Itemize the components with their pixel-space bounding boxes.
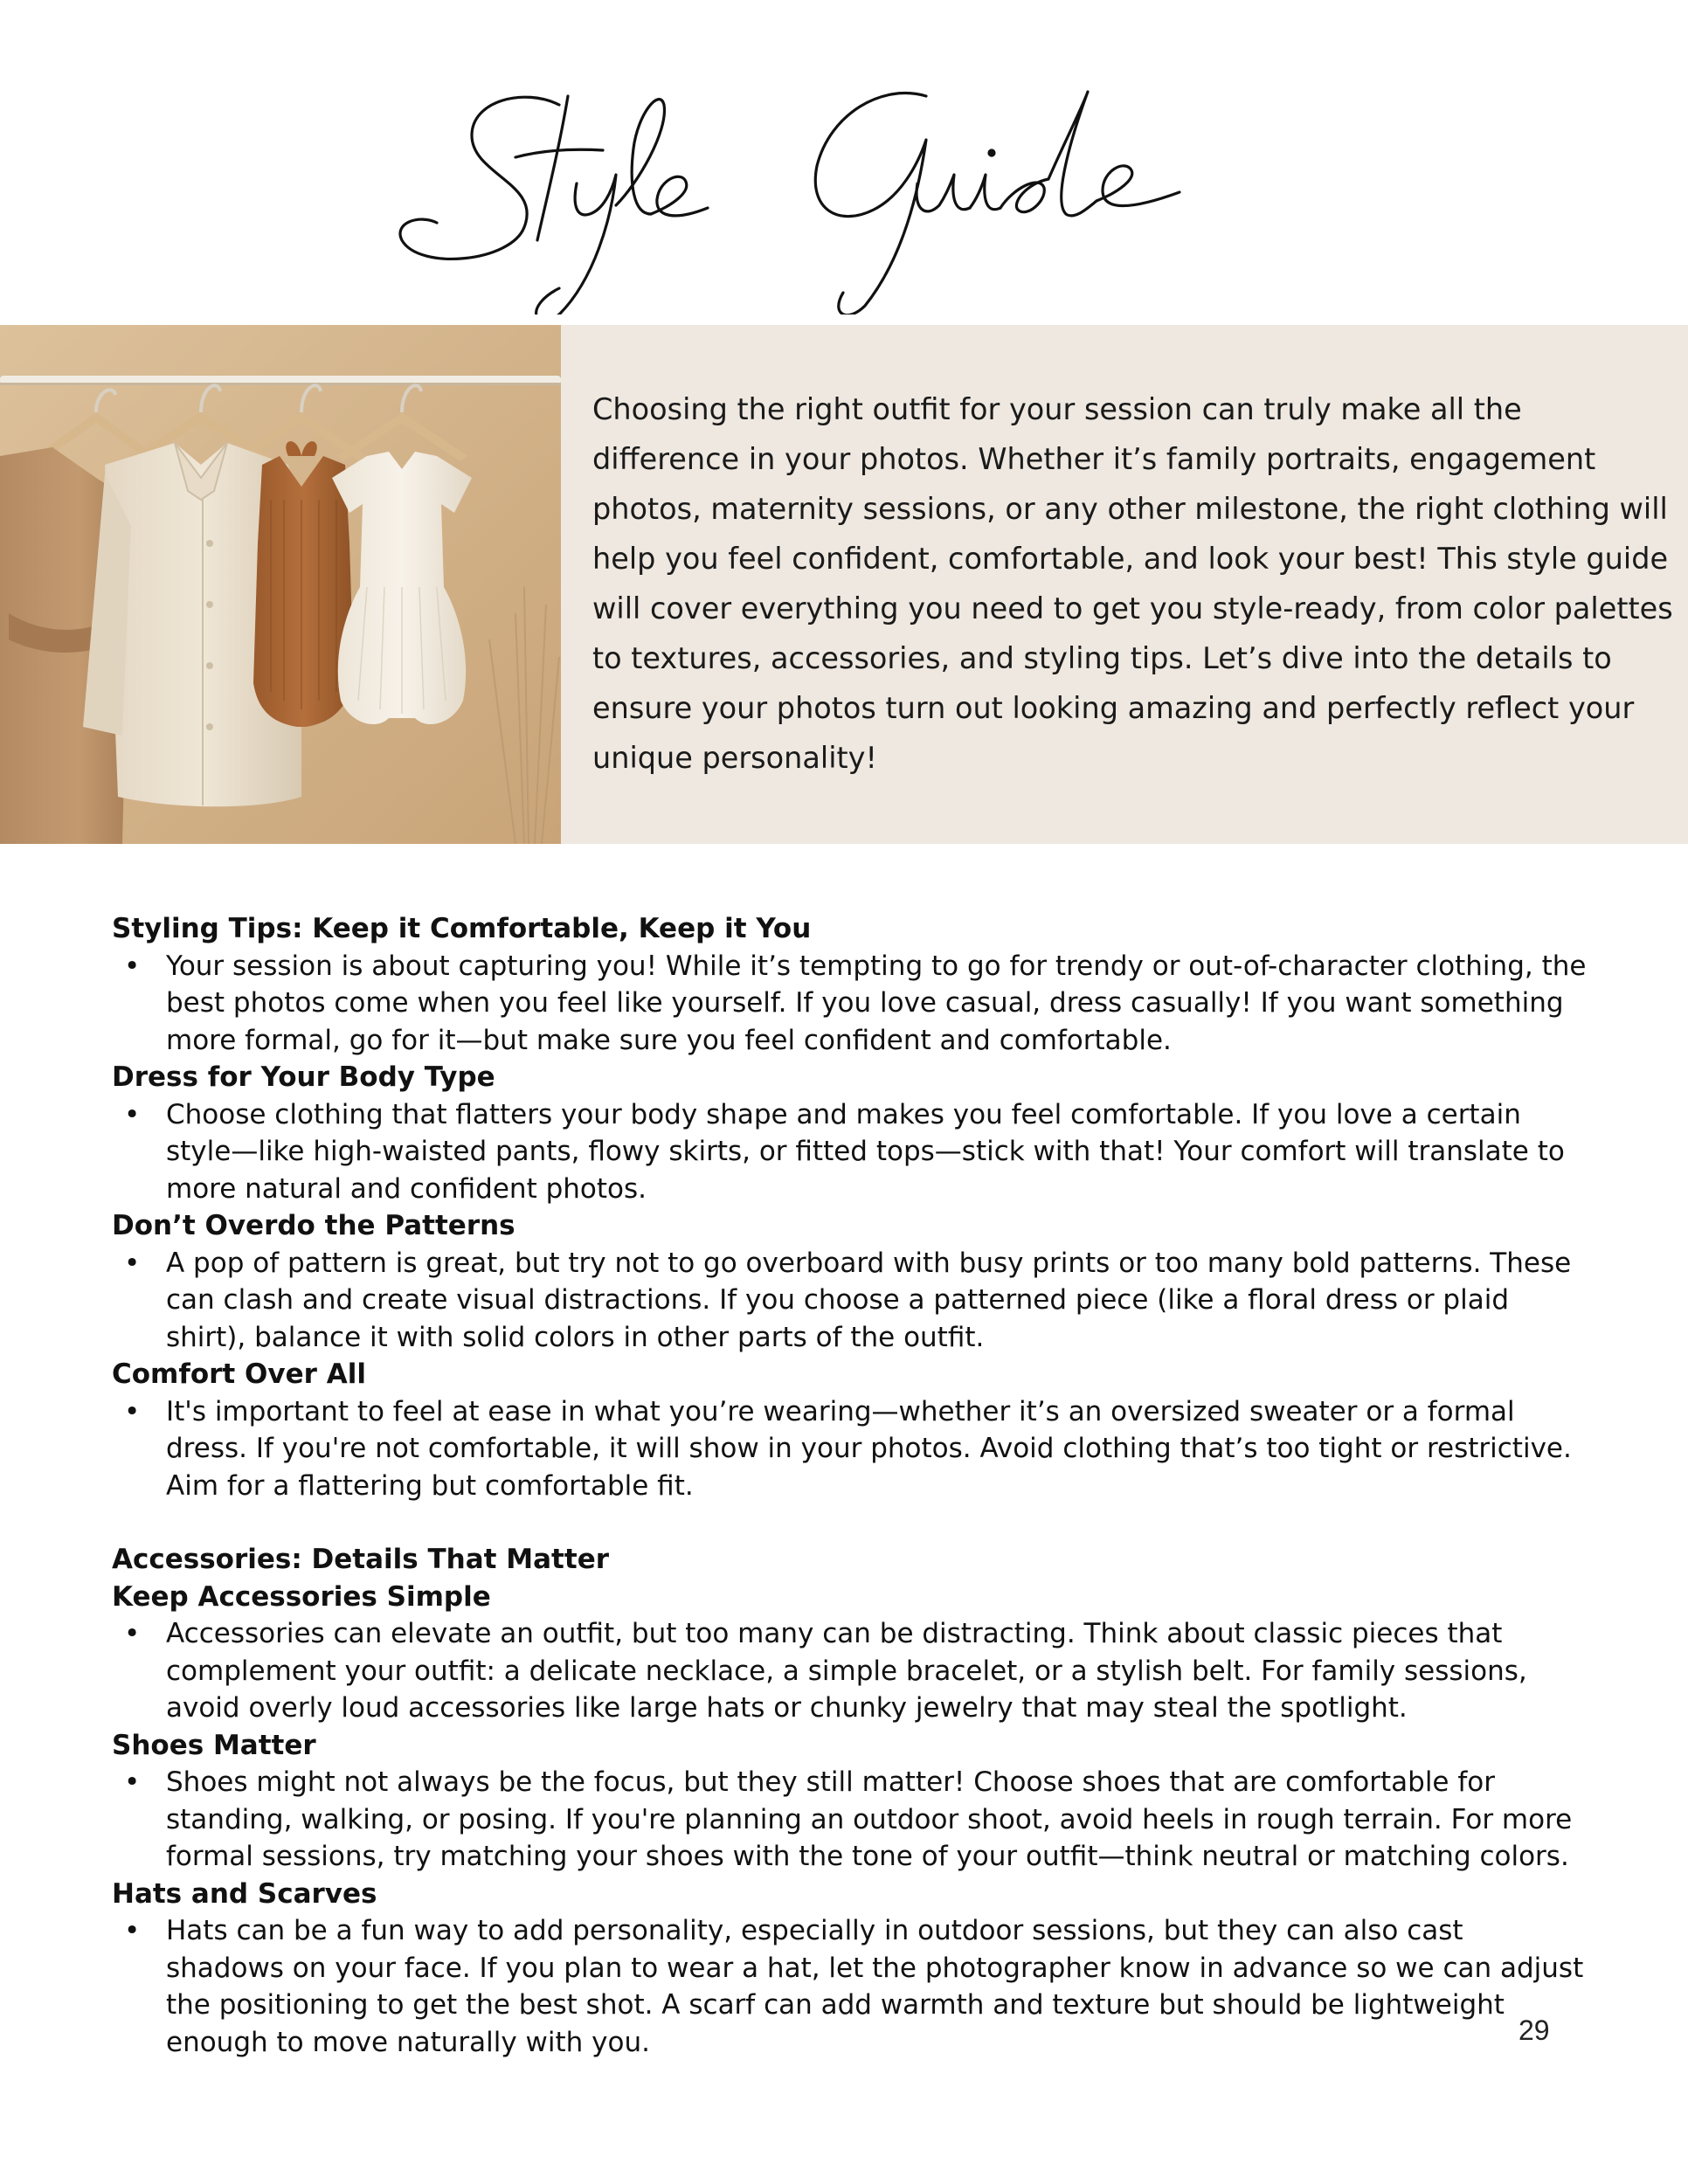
clothes-rack-illustration [0,325,561,844]
bullet-icon: • [124,1098,141,1130]
style-guide-script-lettering [0,52,1688,314]
item-heading-patterns: Don’t Overdo the Patterns [112,1210,515,1241]
list-item: • A pop of pattern is great, but try not to go overboard with busy prints or too many bold patterns. These can clash and create visual distractions. If you choose a patterned piece (like a floral dress or plaid shirt), balance it with solid colors in other parts of the outfit. [112,1245,1588,1357]
intro-panel [561,325,1688,844]
item-heading-shoes: Shoes Matter [112,1729,316,1761]
list-item: • Shoes might not always be the focus, but they still matter! Choose shoes that are comfortable for standing, walking, or posing. If you're planning an outdoor shoot, avoid heels in rough terrain. For more formal sessions, try matching your shoes with the tone of your outfit—think neutral or matching colors. [112,1764,1588,1876]
page-number: 29 [1519,2015,1550,2046]
list-item: • Choose clothing that flatters your body shape and makes you feel comfortable. If you love a certain style—like high-waisted pants, flowy skirts, or fitted tops—stick with that! Your comfort will translate to more natural and confident photos. [112,1096,1588,1208]
section-heading-accessories: Accessories: Details That Matter [112,1544,610,1575]
section-spacer [112,1504,1588,1541]
list-item: • Accessories can elevate an outfit, but too many can be distracting. Think about classic pieces that complement your outfit: a delicate necklace, a simple bracelet, or a stylish belt. For family sessions, avoid overly loud accessories like large hats or chunky jewelry that may steal the spotlight. [112,1615,1588,1727]
item-heading-accessories-simple: Keep Accessories Simple [112,1580,491,1613]
intro-paragraph: Choosing the right outfit for your session can truly make all the difference in your photos. Whether it’s family portraits, engagement photos, maternity sessions, or any other milestone, the right clothing will help you feel confident, comfortable, and look your best! This style guide will cover everything you need to get you style-ready, from color palettes to textures, accessories, and styling tips. Let’s dive into the details to ensure your photos turn out looking amazing and perfectly reflect your unique personality! [592,392,1673,775]
section-heading-styling-tips: Styling Tips: Keep it Comfortable, Keep it You [112,913,812,944]
bullet-icon: • [124,1618,141,1649]
bullet-icon: • [124,1915,141,1946]
item-heading-comfort: Comfort Over All [112,1358,366,1390]
clothes-rack-photo [0,325,561,844]
item-heading-hats: Hats and Scarves [112,1877,377,1910]
list-item: • Your session is about capturing you! While it’s tempting to go for trendy or out-of-character clothing, the best photos come when you feel like yourself. If you love casual, dress casually! If you want something more formal, go for it—but make sure you feel confident and comfortable. [112,948,1588,1060]
list-item: • It's important to feel at ease in what you’re wearing—whether it’s an oversized sweater or a formal dress. If you're not comfortable, it will show in your photos. Avoid clothing that’s too tight or restrictive. Aim for a flattering but comfortable fit. [112,1393,1588,1505]
list-item: • Hats can be a fun way to add personality, especially in outdoor sessions, but they can also cast shadows on your face. If you plan to wear a hat, let the photographer know in advance so we can adjust the positioning to get the best shot. A scarf can add warmth and texture but should be lightweight enough to move naturally with you. [112,1912,1588,2061]
bullet-icon: • [124,1395,141,1427]
bullet-icon: • [124,1247,141,1279]
main-content [112,910,1588,2061]
bullet-icon: • [124,1766,141,1798]
styling-tips-list [112,948,1588,1060]
page-title [0,52,1688,314]
item-heading-body-type: Dress for Your Body Type [112,1061,495,1093]
bullet-icon: • [124,950,141,982]
